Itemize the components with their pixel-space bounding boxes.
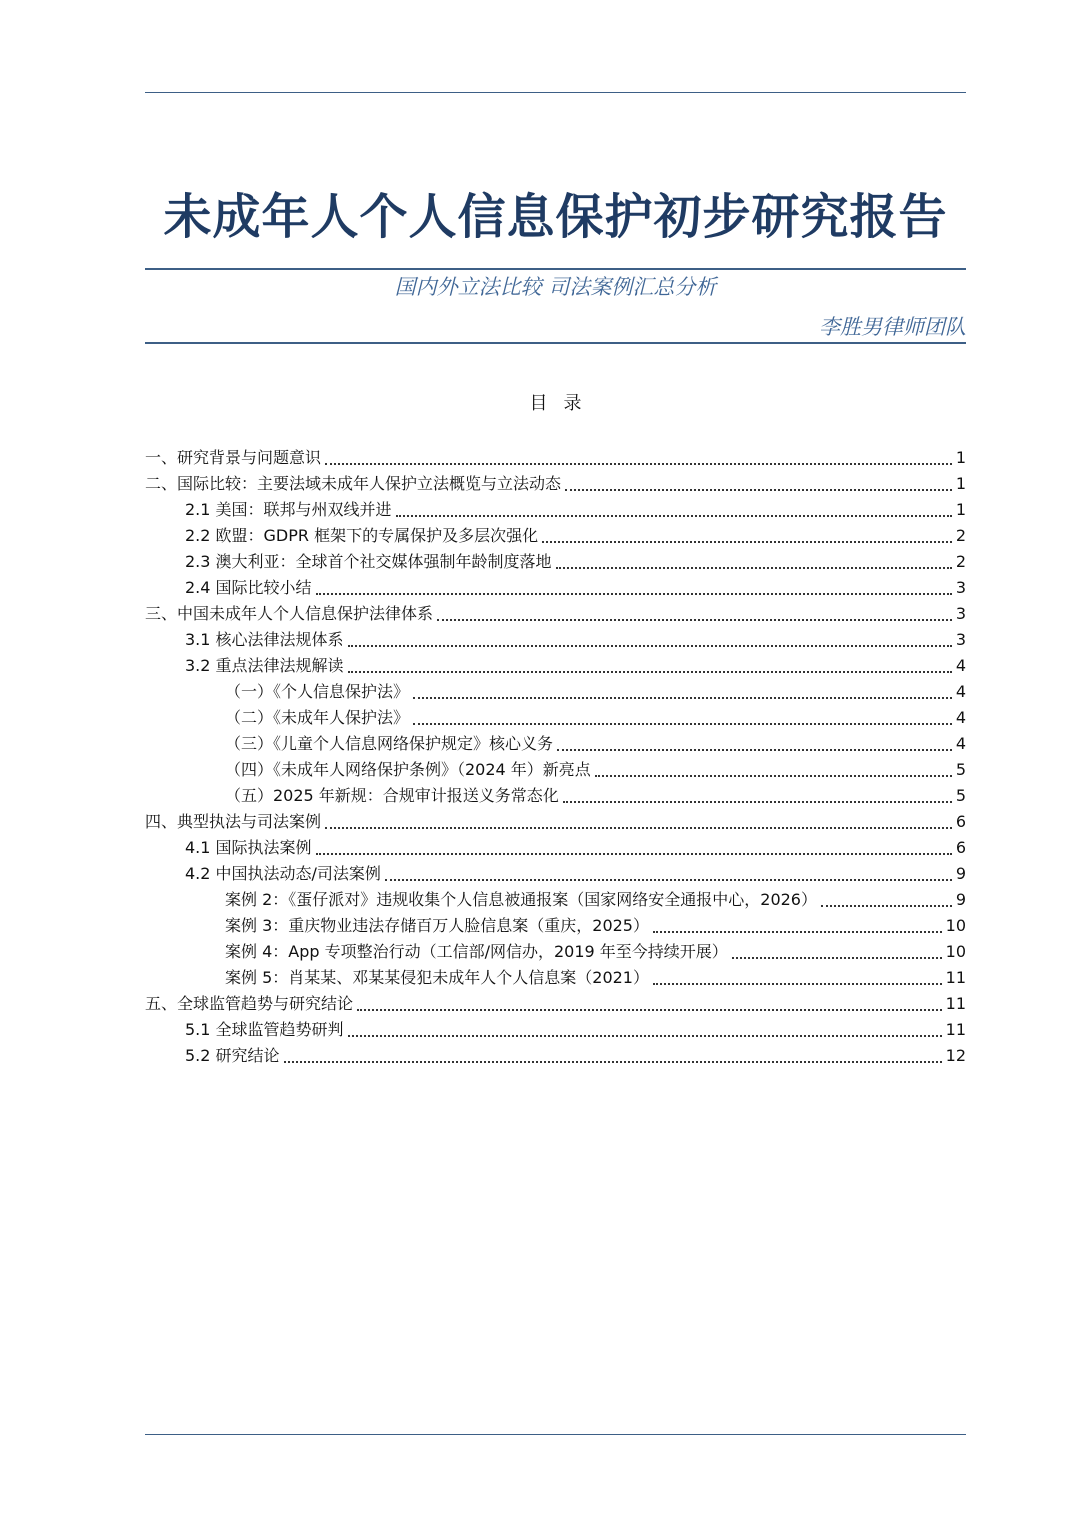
toc-dot-leader xyxy=(325,463,952,465)
toc-entry[interactable] xyxy=(145,911,966,937)
toc-entry-text: （四）《未成年人网络保护条例》（2024 年）新亮点 xyxy=(225,760,591,779)
toc-entry[interactable] xyxy=(145,547,966,573)
toc-page-number: 4 xyxy=(955,708,966,727)
toc-entry[interactable] xyxy=(145,495,966,521)
toc-page-number: 4 xyxy=(955,656,966,675)
toc-entry[interactable] xyxy=(145,443,966,469)
subtitle-rule xyxy=(145,342,966,344)
toc-entry[interactable] xyxy=(145,937,966,963)
toc-entry-text: 3.1 核心法律法规体系 xyxy=(185,630,344,649)
toc-dot-leader xyxy=(413,697,952,699)
toc-dot-leader xyxy=(348,645,952,647)
toc-dot-leader xyxy=(413,723,952,725)
document-author: 李胜男律师团队 xyxy=(819,315,966,339)
toc-entry[interactable] xyxy=(145,833,966,859)
toc-entry-text: 案例 3：重庆物业违法存储百万人脸信息案（重庆，2025） xyxy=(225,916,649,935)
toc-entry-text: 4.1 国际执法案例 xyxy=(185,838,312,857)
toc-entry-text: 3.2 重点法律法规解读 xyxy=(185,656,344,675)
toc-entry-text: 5.2 研究结论 xyxy=(185,1046,280,1065)
toc-heading: 目录 xyxy=(529,393,598,414)
document-title: 未成年人个人信息保护初步研究报告 xyxy=(163,189,948,245)
toc-entry-text: （二）《未成年人保护法》 xyxy=(225,708,410,727)
toc-entry[interactable] xyxy=(145,963,966,989)
toc-page-number: 3 xyxy=(955,578,966,597)
toc-dot-leader xyxy=(348,671,952,673)
toc-dot-leader xyxy=(348,1035,942,1037)
toc-page-number: 2 xyxy=(955,552,966,571)
toc-dot-leader xyxy=(316,593,952,595)
toc-entry[interactable] xyxy=(145,1041,966,1067)
toc-entry-text: 案例 5：肖某某、邓某某侵犯未成年人个人信息案（2021） xyxy=(225,968,649,987)
toc-entry[interactable] xyxy=(145,755,966,781)
toc-entry[interactable] xyxy=(145,1015,966,1041)
toc-page-number: 11 xyxy=(945,1020,966,1039)
toc-dot-leader xyxy=(557,749,952,751)
toc-dot-leader xyxy=(595,775,952,777)
toc-entry-text: 一、研究背景与问题意识 xyxy=(145,448,322,467)
toc-page-number: 10 xyxy=(945,916,966,935)
toc-entry-text: 四、典型执法与司法案例 xyxy=(145,812,322,831)
toc-page-number: 6 xyxy=(955,838,966,857)
toc-page-number: 12 xyxy=(945,1046,966,1065)
toc-page-number: 9 xyxy=(955,864,966,883)
toc-dot-leader xyxy=(821,905,952,907)
toc-dot-leader xyxy=(396,515,952,517)
toc-entry[interactable] xyxy=(145,599,966,625)
toc-dot-leader xyxy=(316,853,952,855)
toc-page-number: 6 xyxy=(955,812,966,831)
toc-entry[interactable] xyxy=(145,573,966,599)
toc-entry-text: 二、国际比较：主要法域未成年人保护立法概览与立法动态 xyxy=(145,474,562,493)
toc-page-number: 11 xyxy=(945,968,966,987)
toc-dot-leader xyxy=(284,1061,942,1063)
toc-entry-text: 五、全球监管趋势与研究结论 xyxy=(145,994,354,1013)
toc-dot-leader xyxy=(325,827,952,829)
toc-page-number: 1 xyxy=(955,474,966,493)
toc-entry[interactable] xyxy=(145,781,966,807)
toc-dot-leader xyxy=(565,489,952,491)
toc-dot-leader xyxy=(385,879,952,881)
toc-dot-leader xyxy=(437,619,952,621)
toc-entry-text: （三）《儿童个人信息网络保护规定》核心义务 xyxy=(225,734,554,753)
footer-rule xyxy=(145,1434,966,1435)
toc-dot-leader xyxy=(563,801,952,803)
toc-entry-text: 2.4 国际比较小结 xyxy=(185,578,312,597)
toc-entry[interactable] xyxy=(145,807,966,833)
toc-entry-text: （一）《个人信息保护法》 xyxy=(225,682,410,701)
toc-entry[interactable] xyxy=(145,885,966,911)
toc-page-number: 9 xyxy=(955,890,966,909)
toc-entry-text: 三、中国未成年人个人信息保护法律体系 xyxy=(145,604,434,623)
header-rule xyxy=(145,92,966,93)
toc-entry-text: 案例 2：《蛋仔派对》违规收集个人信息被通报案（国家网络安全通报中心，2026） xyxy=(225,890,817,909)
toc-entry-text: 2.3 澳大利亚：全球首个社交媒体强制年龄制度落地 xyxy=(185,552,552,571)
toc-entry[interactable] xyxy=(145,989,966,1015)
document-subtitle: 国内外立法比较 司法案例汇总分析 xyxy=(394,275,717,299)
toc-dot-leader xyxy=(653,983,942,985)
toc-page-number: 3 xyxy=(955,630,966,649)
toc-entry[interactable] xyxy=(145,703,966,729)
toc-page-number: 11 xyxy=(945,994,966,1013)
toc-entry-text: （五）2025 年新规：合规审计报送义务常态化 xyxy=(225,786,559,805)
toc-dot-leader xyxy=(556,567,952,569)
toc-entry-text: 案例 4：App 专项整治行动（工信部/网信办，2019 年至今持续开展） xyxy=(225,942,728,961)
toc-entry-text: 5.1 全球监管趋势研判 xyxy=(185,1020,344,1039)
toc-page-number: 5 xyxy=(955,786,966,805)
toc-dot-leader xyxy=(653,931,942,933)
toc-entry-text: 4.2 中国执法动态/司法案例 xyxy=(185,864,381,883)
toc-entry[interactable] xyxy=(145,677,966,703)
toc-page-number: 10 xyxy=(945,942,966,961)
toc-page-number: 3 xyxy=(955,604,966,623)
toc-page-number: 5 xyxy=(955,760,966,779)
toc-entry[interactable] xyxy=(145,651,966,677)
toc-entry[interactable] xyxy=(145,859,966,885)
toc-entry[interactable] xyxy=(145,521,966,547)
toc-page-number: 4 xyxy=(955,734,966,753)
toc-dot-leader xyxy=(732,957,942,959)
title-rule xyxy=(145,268,966,270)
toc-entry[interactable] xyxy=(145,469,966,495)
toc-entry[interactable] xyxy=(145,625,966,651)
toc-page-number: 2 xyxy=(955,526,966,545)
toc-page-number: 1 xyxy=(955,500,966,519)
toc-page-number: 4 xyxy=(955,682,966,701)
toc-entry-text: 2.2 欧盟：GDPR 框架下的专属保护及多层次强化 xyxy=(185,526,539,545)
toc-page-number: 1 xyxy=(955,448,966,467)
toc-entry[interactable] xyxy=(145,729,966,755)
toc-dot-leader xyxy=(357,1009,942,1011)
toc-dot-leader xyxy=(542,541,952,543)
table-of-contents xyxy=(145,443,966,1067)
toc-entry-text: 2.1 美国：联邦与州双线并进 xyxy=(185,500,392,519)
